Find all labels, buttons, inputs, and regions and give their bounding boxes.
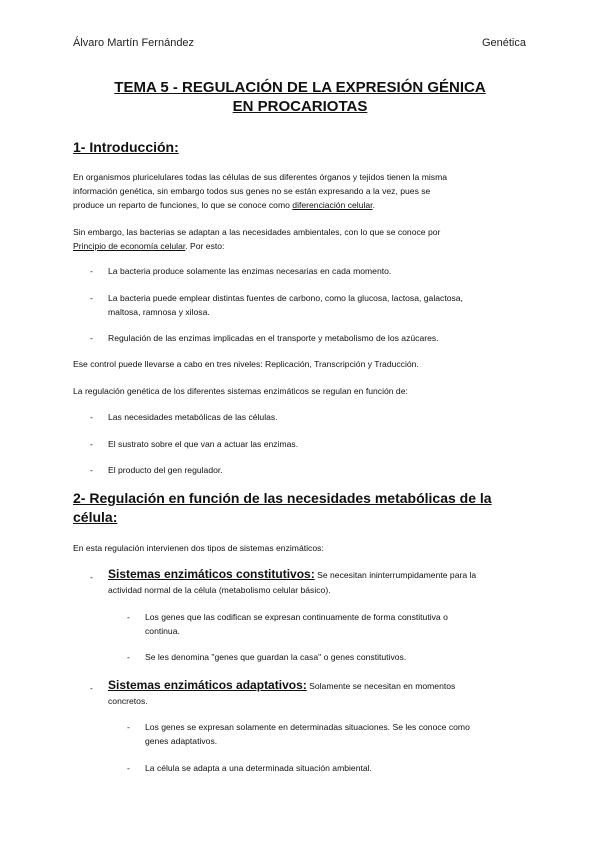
bacteria-line-1: Sin embargo, las bacterias se adaptan a las necesidades ambientales, con lo que se conoce por xyxy=(73,227,441,237)
term-adaptive-systems: Sistemas enzimáticos adaptativos: xyxy=(108,678,307,692)
control-levels-paragraph: Ese control puede llevarse a cabo en tres niveles: Replicación, Transcripción y Traducción. xyxy=(73,359,419,369)
bullet-line-2: maltosa, ramnosa y xilosa. xyxy=(108,307,210,317)
bullet-line-1: La bacteria puede emplear distintas fuentes de carbono, como la glucosa, lactosa, galactosa, xyxy=(108,293,463,303)
factor-dash: - xyxy=(90,412,93,422)
regulation-factors-paragraph: La regulación genética de los diferentes sistemas enzimáticos se regulan en función de: xyxy=(73,386,408,396)
term-constitutive-systems: Sistemas enzimáticos constitutivos: xyxy=(108,567,315,581)
intro-line-2: información genética, sin embargo todos sus genes no se están expresando a la vez, pues se xyxy=(73,186,431,196)
intro-paragraph xyxy=(73,170,533,212)
sub-bullet-item xyxy=(145,720,540,748)
sub-bullet-dash: - xyxy=(127,763,130,773)
document-title xyxy=(60,78,540,116)
section-1-heading: 1- Introducción: xyxy=(73,139,179,155)
section-2-heading xyxy=(73,489,533,527)
constitutive-system-item xyxy=(108,567,538,598)
sub-bullet-item: La célula se adapta a una determinada situación ambiental. xyxy=(145,763,372,773)
constitutive-desc-line-1: Se necesitan ininterrumpidamente para la xyxy=(314,570,477,580)
sub-bullet-item: Se les denomina "genes que guardan la casa" o genes constitutivos. xyxy=(145,652,407,662)
term-cell-differentiation: diferenciación celular xyxy=(292,200,373,210)
bacteria-line-2-post: . Por esto: xyxy=(185,241,225,251)
title-line-1: TEMA 5 - REGULACIÓN DE LA EXPRESIÓN GÉNICA xyxy=(114,79,486,96)
bacteria-paragraph xyxy=(73,225,533,253)
sub-bullet-item xyxy=(145,610,540,638)
factor-item: El producto del gen regulador. xyxy=(108,465,223,475)
sub-bullet-line-1: Los genes se expresan solamente en determinadas situaciones. Se les conoce como xyxy=(145,722,470,732)
factor-dash: - xyxy=(90,439,93,449)
header-subject: Genética xyxy=(481,37,526,49)
sub-bullet-dash: - xyxy=(127,612,130,622)
system-dash: - xyxy=(90,572,93,582)
system-dash: - xyxy=(90,683,93,693)
factor-item: Las necesidades metabólicas de las células. xyxy=(108,412,278,422)
intro-line-3-pre: produce un reparto de funciones, lo que se conoce como xyxy=(73,200,293,210)
factor-dash: - xyxy=(90,465,93,475)
bullet-item: Regulación de las enzimas implicadas en el transporte y metabolismo de los azúcares. xyxy=(108,333,439,343)
intro-line-3-post: . xyxy=(372,200,375,210)
section-2-heading-line-2: célula: xyxy=(73,509,118,525)
adaptive-system-item xyxy=(108,678,538,709)
section-2-intro: En esta regulación intervienen dos tipos de sistemas enzimáticos: xyxy=(73,543,324,553)
bullet-dash: - xyxy=(90,266,93,276)
header-author: Álvaro Martín Fernández xyxy=(73,37,195,49)
section-2-heading-line-1: 2- Regulación en función de las necesidades metabólicas de la xyxy=(73,490,492,506)
sub-bullet-line-1: Los genes que las codifican se expresan continuamente de forma constitutiva o xyxy=(145,612,448,622)
sub-bullet-dash: - xyxy=(127,652,130,662)
bullet-item xyxy=(108,291,538,319)
bullet-item: La bacteria produce solamente las enzimas necesarias en cada momento. xyxy=(108,266,392,276)
bullet-dash: - xyxy=(90,293,93,303)
adaptive-desc-line-1: Solamente se necesitan en momentos xyxy=(306,681,456,691)
bullet-dash: - xyxy=(90,333,93,343)
intro-line-1: En organismos pluricelulares todas las células de sus diferentes órganos y tejidos tienen la misma xyxy=(73,172,448,182)
constitutive-desc-line-2: actividad normal de la célula (metabolismo celular básico). xyxy=(108,585,331,595)
term-cell-economy: Principio de economía celular xyxy=(73,241,186,251)
factor-item: El sustrato sobre el que van a actuar las enzimas. xyxy=(108,439,299,449)
title-line-2: EN PROCARIOTAS xyxy=(232,98,368,115)
sub-bullet-line-2: continua. xyxy=(145,626,180,636)
adaptive-desc-line-2: concretos. xyxy=(108,696,148,706)
sub-bullet-dash: - xyxy=(127,722,130,732)
sub-bullet-line-2: genes adaptativos. xyxy=(145,736,218,746)
